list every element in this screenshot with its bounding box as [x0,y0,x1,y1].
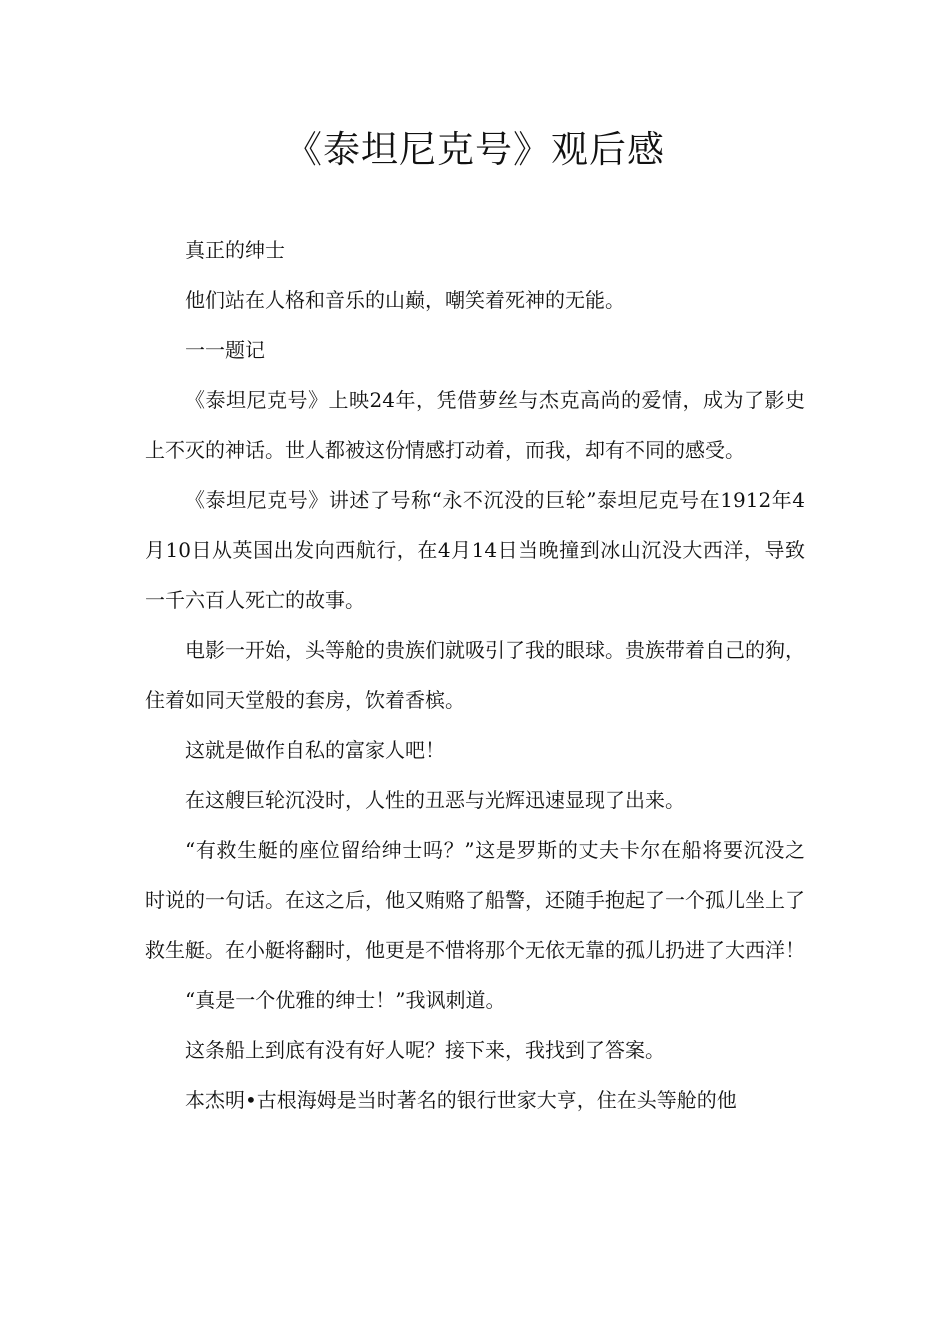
paragraph: 真正的绅士 [185,238,285,262]
paragraph: “有救生艇的座位留给绅士吗？”这是罗斯的丈夫卡尔在船将要沉没之时说的一句话。在这之后，他又贿赂了船警，还随手抱起了一个孤儿坐上了救生艇。在小艇将翻时，他更是不惜将那个无依无靠的孤儿扔进了大西洋！ [145,838,805,962]
paragraph: 本杰明•古根海姆是当时著名的银行世家大亨，住在头等舱的他 [185,1088,737,1112]
document-body [145,225,805,1125]
document-title: 《泰坦尼克号》观后感 [285,128,665,171]
paragraph: 《泰坦尼克号》讲述了号称“永不沉没的巨轮”泰坦尼克号在1912年4月10日从英国出发向西航行，在4月14日当晚撞到冰山沉没大西洋，导致一千六百人死亡的故事。 [145,488,805,612]
paragraph: 《泰坦尼克号》上映24年，凭借萝丝与杰克高尚的爱情，成为了影史上不灭的神话。世人都被这份情感打动着，而我，却有不同的感受。 [145,388,805,462]
paragraph: 他们站在人格和音乐的山巅，嘲笑着死神的无能。 [185,288,625,312]
paragraph: 电影一开始，头等舱的贵族们就吸引了我的眼球。贵族带着自己的狗，住着如同天堂般的套房，饮着香槟。 [145,638,805,712]
paragraph: 这就是做作自私的富家人吧！ [185,738,445,762]
paragraph: 在这艘巨轮沉没时，人性的丑恶与光辉迅速显现了出来。 [185,788,685,812]
paragraph: “真是一个优雅的绅士！”我讽刺道。 [185,988,506,1012]
paragraph: 一一题记 [185,338,265,362]
paragraph: 这条船上到底有没有好人呢？接下来，我找到了答案。 [185,1038,665,1062]
